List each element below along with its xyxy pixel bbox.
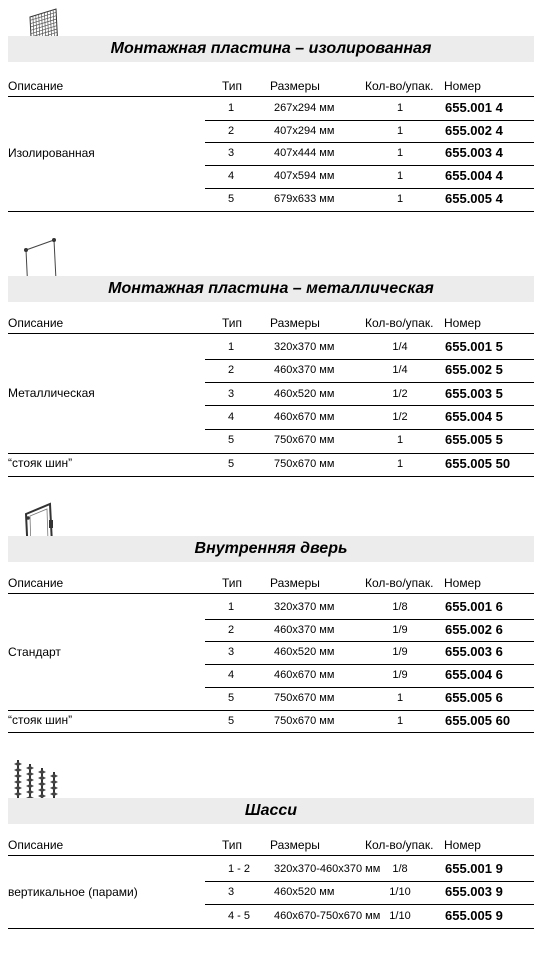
header-dimensions: Размеры — [270, 79, 320, 93]
row-qty: 1/2 — [392, 387, 408, 400]
row-number: 655.005 6 — [445, 689, 503, 705]
table-row — [205, 641, 534, 665]
table-row — [205, 905, 534, 928]
row-type: 3 — [228, 886, 235, 899]
row-qty: 1/8 — [392, 863, 408, 875]
header-type: Тип — [222, 576, 243, 590]
section-title: Монтажная пластина – изолированная — [110, 40, 432, 57]
row-type: 2 — [228, 364, 235, 377]
table-row — [205, 619, 534, 643]
row-type: 5 — [228, 714, 235, 727]
row-dimensions: 750x670 мм — [274, 691, 335, 704]
header-description: Описание — [8, 79, 64, 93]
row-qty: 1 — [396, 691, 404, 704]
row-qty: 1 — [396, 102, 404, 114]
table-bottom-rule — [8, 732, 534, 733]
table-row — [205, 188, 534, 211]
row-description: Изолированная — [8, 145, 95, 160]
row-dimensions: 750x670 мм — [274, 714, 335, 727]
table-row — [205, 406, 534, 430]
table-row — [205, 687, 534, 710]
header-dimensions: Размеры — [270, 316, 320, 330]
row-dimensions: 460x670 мм — [274, 410, 335, 423]
row-type: 3 — [228, 646, 235, 659]
row-number: 655.001 9 — [445, 861, 503, 876]
row-number: 655.002 6 — [445, 621, 503, 637]
row-qty: 1 — [396, 170, 404, 183]
row-type: 2 — [228, 124, 235, 137]
row-dimensions: 750x670 мм — [274, 434, 335, 447]
row-dimensions: 407x294 мм — [274, 124, 335, 137]
row-number: 655.005 50 — [445, 455, 511, 471]
header-number: Номер — [444, 316, 481, 330]
row-number: 655.003 9 — [445, 884, 503, 900]
table-row — [205, 664, 534, 688]
row-qty: 1 — [396, 124, 404, 137]
header-type: Тип — [222, 79, 243, 93]
table-row — [205, 453, 534, 476]
section-title: Монтажная пластина – металлическая — [108, 280, 434, 297]
section-title: Шасси — [244, 802, 298, 819]
row-description: Стандарт — [8, 644, 61, 659]
row-dimensions: 320x370 мм — [274, 601, 335, 613]
row-qty: 1 — [396, 457, 404, 470]
row-type: 1 — [228, 341, 235, 353]
table-row — [205, 336, 534, 360]
row-dimensions: 750x670 мм — [274, 457, 335, 470]
row-description: Металлическая — [8, 386, 95, 401]
table-row — [205, 881, 534, 905]
table-row — [205, 165, 534, 189]
row-type: 3 — [228, 147, 235, 160]
row-number: 655.001 5 — [445, 339, 503, 354]
table-header — [8, 835, 534, 856]
row-type: 4 — [228, 669, 235, 682]
table-row — [205, 359, 534, 383]
table-row — [205, 142, 534, 166]
header-description: Описание — [8, 576, 64, 590]
row-qty: 1 — [396, 714, 404, 727]
row-type: 1 — [228, 102, 235, 114]
header-qty: Кол-во/упак. — [365, 838, 434, 852]
table-header — [8, 313, 534, 334]
row-qty: 1/9 — [392, 623, 408, 636]
header-type: Тип — [222, 838, 243, 852]
row-type: 4 — [228, 410, 235, 423]
row-dimensions: 679x633 мм — [274, 192, 335, 205]
table-row — [205, 596, 534, 620]
row-description: “стояк шин” — [8, 712, 73, 727]
header-type: Тип — [222, 316, 243, 330]
row-number: 655.004 6 — [445, 667, 503, 683]
row-number: 655.005 60 — [445, 712, 511, 728]
header-number: Номер — [444, 576, 481, 590]
table-bottom-rule — [8, 476, 534, 477]
table-row — [205, 429, 534, 452]
row-dimensions: 267x294 мм — [274, 102, 335, 114]
row-dimensions: 460x670 мм — [274, 669, 335, 682]
row-qty: 1/10 — [389, 886, 411, 899]
table-bottom-rule — [8, 928, 534, 929]
table-row — [205, 97, 534, 121]
header-dimensions: Размеры — [270, 838, 320, 852]
table-row — [205, 383, 534, 407]
row-dimensions: 320x370-460x370 мм — [274, 863, 381, 875]
row-number: 655.003 6 — [445, 644, 503, 660]
table-row — [205, 120, 534, 144]
row-description: вертикальное (парами) — [8, 884, 138, 899]
table-header — [8, 76, 534, 97]
row-number: 655.002 4 — [445, 122, 503, 138]
row-dimensions: 460x520 мм — [274, 646, 335, 659]
row-type: 4 - 5 — [228, 909, 251, 922]
row-number: 655.001 6 — [445, 599, 503, 614]
row-qty: 1/9 — [392, 669, 408, 682]
row-dimensions: 407x444 мм — [274, 147, 335, 160]
row-qty: 1/10 — [389, 909, 411, 922]
section-title: Внутренняя дверь — [194, 540, 348, 557]
row-number: 655.001 4 — [445, 100, 503, 115]
row-dimensions: 460x370 мм — [274, 623, 335, 636]
row-number: 655.005 9 — [445, 907, 503, 923]
row-dimensions: 460x670-750x670 мм — [274, 909, 381, 922]
row-qty: 1/2 — [392, 410, 408, 423]
row-dimensions: 460x520 мм — [274, 886, 335, 899]
row-dimensions: 407x594 мм — [274, 170, 335, 183]
row-qty: 1/8 — [392, 601, 408, 613]
row-number: 655.004 5 — [445, 408, 503, 424]
row-type: 3 — [228, 387, 235, 400]
table-header — [8, 573, 534, 594]
row-number: 655.003 5 — [445, 385, 503, 401]
row-type: 5 — [228, 691, 235, 704]
row-number: 655.005 5 — [445, 432, 503, 448]
row-dimensions: 460x370 мм — [274, 364, 335, 377]
row-dimensions: 460x520 мм — [274, 387, 335, 400]
row-qty: 1/9 — [392, 646, 408, 659]
row-number: 655.002 5 — [445, 362, 503, 378]
row-type: 5 — [228, 434, 235, 447]
header-description: Описание — [8, 316, 64, 330]
header-number: Номер — [444, 79, 481, 93]
row-description: “стояк шин” — [8, 456, 73, 471]
header-dimensions: Размеры — [270, 576, 320, 590]
table-row — [205, 858, 534, 882]
header-qty: Кол-во/упак. — [365, 316, 434, 330]
row-type: 5 — [228, 192, 235, 205]
row-qty: 1/4 — [392, 341, 408, 353]
row-dimensions: 320x370 мм — [274, 341, 335, 353]
header-number: Номер — [444, 838, 481, 852]
row-type: 4 — [228, 170, 235, 183]
row-qty: 1 — [396, 147, 404, 160]
row-qty: 1 — [396, 192, 404, 205]
row-qty: 1/4 — [392, 364, 408, 377]
table-row — [205, 710, 534, 733]
row-number: 655.003 4 — [445, 145, 503, 161]
header-qty: Кол-во/упак. — [365, 576, 434, 590]
row-qty: 1 — [396, 434, 404, 447]
row-type: 1 - 2 — [228, 863, 251, 875]
header-description: Описание — [8, 838, 64, 852]
row-number: 655.004 4 — [445, 168, 503, 184]
row-number: 655.005 4 — [445, 190, 503, 206]
header-qty: Кол-во/упак. — [365, 79, 434, 93]
row-type: 5 — [228, 457, 235, 470]
table-bottom-rule — [8, 211, 534, 212]
row-type: 1 — [228, 601, 235, 613]
row-type: 2 — [228, 623, 235, 636]
